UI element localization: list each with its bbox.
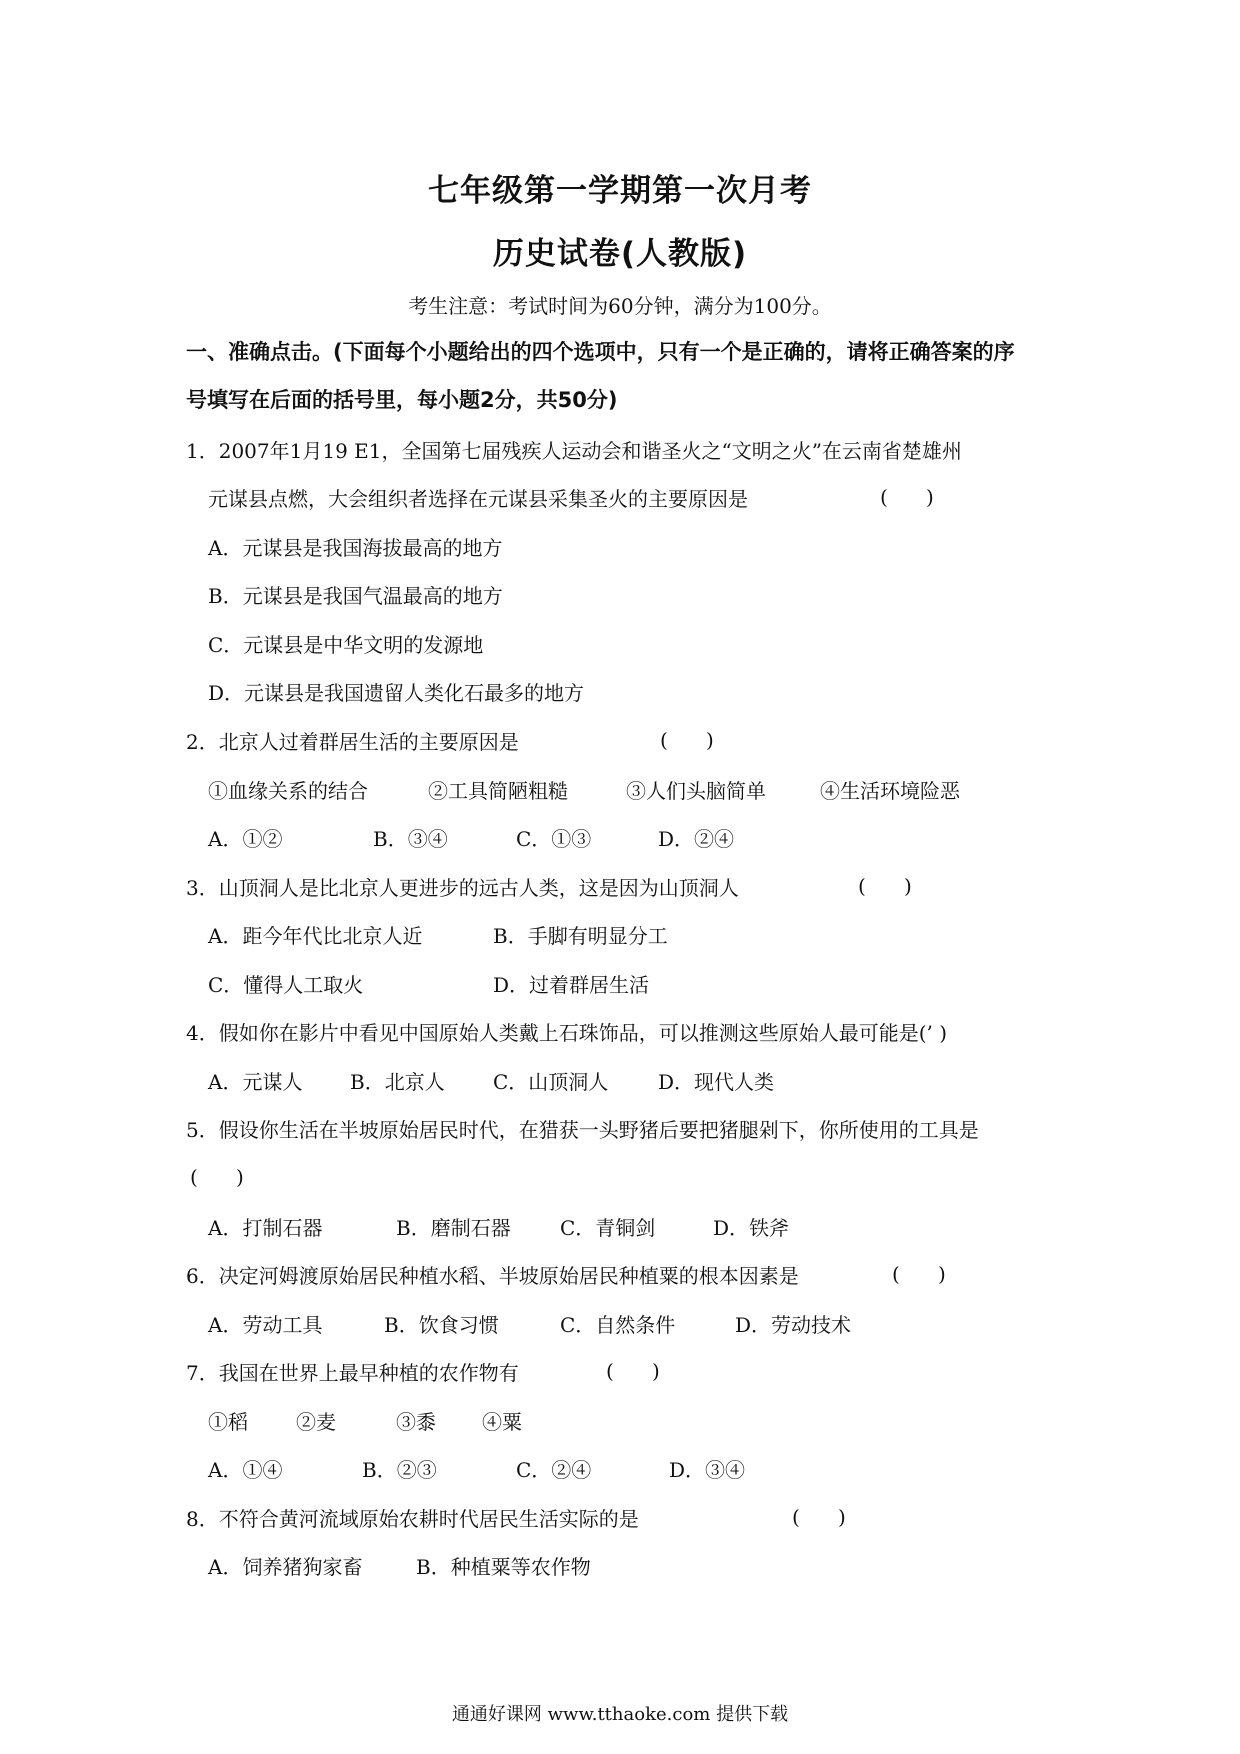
question-7-option-d: D．③④	[669, 1458, 746, 1482]
question-2-option-b: B．③④	[373, 827, 448, 851]
question-5-option-a: A．打制石器	[208, 1216, 323, 1240]
question-3-option-b: B．手脚有明显分工	[493, 924, 668, 948]
question-2-stem: 2．北京人过着群居生活的主要原因是	[186, 730, 519, 754]
question-7-option-c: C．②④	[516, 1458, 592, 1482]
question-2-item-1: ①血缘关系的结合	[208, 779, 368, 803]
question-4-option-a: A．元谋人	[208, 1070, 303, 1094]
question-8-option-b: B．种植粟等农作物	[416, 1555, 591, 1579]
question-3-option-d: D．过着群居生活	[493, 973, 650, 997]
question-3-stem: 3．山顶洞人是比北京人更进步的远古人类，这是因为山顶洞人	[186, 876, 739, 900]
question-8-answer-blank: ( )	[792, 1505, 846, 1529]
question-6-option-c: C．自然条件	[560, 1313, 676, 1337]
question-4-option-b: B．北京人	[350, 1070, 445, 1094]
question-6-option-d: D．劳动技术	[735, 1313, 852, 1337]
question-7-option-b: B．②③	[362, 1458, 437, 1482]
question-8-stem: 8．不符合黄河流域原始农耕时代居民生活实际的是	[186, 1507, 639, 1531]
question-1-option-c: C．元谋县是中华文明的发源地	[208, 633, 484, 657]
question-3-option-c: C．懂得人工取火	[208, 973, 364, 997]
section-instruction-line2: 号填写在后面的括号里，每小题2分，共50分)	[186, 388, 618, 412]
question-1-answer-blank: ( )	[880, 485, 934, 509]
question-6-option-b: B．饮食习惯	[384, 1313, 499, 1337]
question-2-option-a: A．①②	[208, 827, 283, 851]
question-7-item-2: ②麦	[296, 1410, 336, 1434]
section-instruction-line1: 一、准确点击。(下面每个小题给出的四个选项中，只有一个是正确的，请将正确答案的序	[186, 340, 1015, 364]
question-6-answer-blank: ( )	[892, 1262, 946, 1286]
page-footer: 通通好课网 www.tthaoke.com 提供下载	[451, 1704, 789, 1725]
exam-subtitle: 历史试卷(人教版)	[492, 236, 748, 272]
question-6-stem: 6．决定河姆渡原始居民种植水稻、半坡原始居民种植粟的根本因素是	[186, 1264, 799, 1288]
question-7-item-1: ①稻	[208, 1410, 248, 1434]
question-2-option-d: D．②④	[658, 827, 735, 851]
question-7-stem: 7．我国在世界上最早种植的农作物有	[186, 1361, 519, 1385]
question-7-item-4: ④粟	[482, 1410, 522, 1434]
question-7-item-3: ③黍	[396, 1410, 436, 1434]
question-5-stem: 5．假设你生活在半坡原始居民时代，在猎获一头野猪后要把猪腿剁下，你所使用的工具是	[186, 1118, 979, 1142]
question-4-option-d: D．现代人类	[658, 1070, 775, 1094]
question-7-answer-blank: ( )	[606, 1359, 660, 1383]
question-2-answer-blank: ( )	[660, 728, 714, 752]
question-4-option-c: C．山顶洞人	[493, 1070, 609, 1094]
question-2-option-c: C．①③	[516, 827, 592, 851]
question-5-option-c: C．青铜剑	[560, 1216, 656, 1240]
question-7-option-a: A．①④	[208, 1458, 283, 1482]
question-1-stem-line1: 1．2007年1月19 E1，全国第七届残疾人运动会和谐圣火之“文明之火”在云南省楚雄州	[186, 439, 962, 463]
question-6-option-a: A．劳动工具	[208, 1313, 323, 1337]
exam-notice: 考生注意：考试时间为60分钟，满分为100分。	[408, 294, 832, 318]
question-3-answer-blank: ( )	[858, 874, 912, 898]
question-1-option-a: A．元谋县是我国海拔最高的地方	[208, 536, 503, 560]
question-1-stem-line2: 元谋县点燃，大会组织者选择在元谋县采集圣火的主要原因是	[208, 487, 748, 511]
question-5-option-d: D．铁斧	[713, 1216, 790, 1240]
question-2-item-2: ②工具简陋粗糙	[428, 779, 568, 803]
question-2-item-3: ③人们头脑简单	[626, 779, 766, 803]
question-8-option-a: A．饲养猪狗家畜	[208, 1555, 363, 1579]
exam-title: 七年级第一学期第一次月考	[428, 173, 812, 209]
question-4-stem: 4．假如你在影片中看见中国原始人类戴上石珠饰品，可以推测这些原始人最可能是(’ )	[186, 1021, 948, 1045]
question-5-answer-blank: ( )	[190, 1165, 244, 1189]
question-2-item-4: ④生活环境险恶	[820, 779, 960, 803]
question-5-option-b: B．磨制石器	[396, 1216, 511, 1240]
question-3-option-a: A．距今年代比北京人近	[208, 924, 423, 948]
question-1-option-d: D．元谋县是我国遗留人类化石最多的地方	[208, 681, 585, 705]
question-1-option-b: B．元谋县是我国气温最高的地方	[208, 584, 503, 608]
